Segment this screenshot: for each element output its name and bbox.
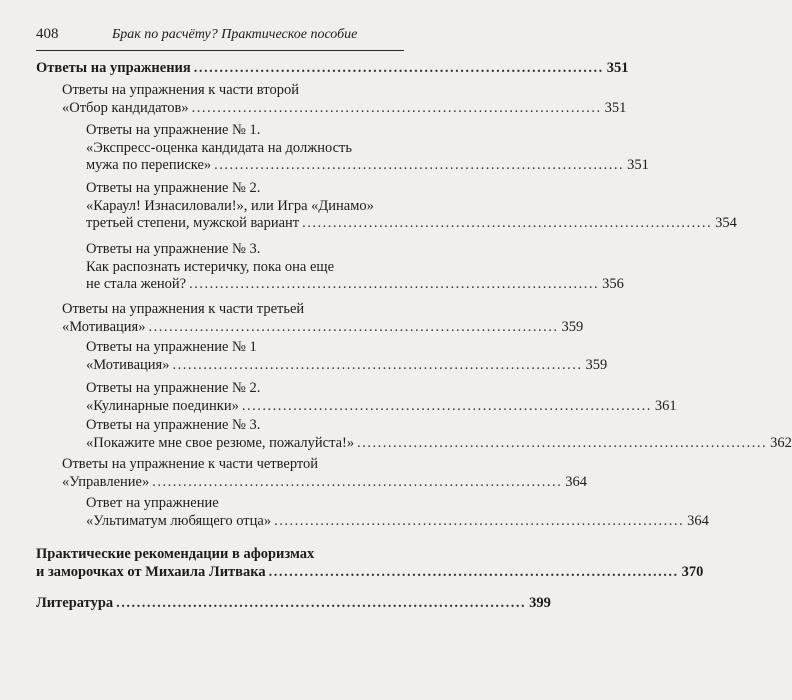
toc-page-number: 351 (606, 60, 629, 76)
toc-entry-title: «Кулинарные поединки» (86, 397, 239, 414)
toc-page-number: 359 (561, 318, 584, 335)
toc-page-number: 351 (627, 157, 649, 173)
toc-page-number: 351 (604, 99, 627, 116)
toc-entry-title: «Ультиматум любящего отца» (86, 512, 272, 529)
page-number: 408 (36, 26, 59, 42)
running-title: Брак по расчёту? Практическое пособие (112, 27, 358, 42)
toc-entry-exercise-1[interactable]: Ответы на упражнение № 1. «Экспресс-оценка кандидата на должность мужа по переписке» ................................................................................ 351 (86, 122, 649, 173)
toc-entry-line: Ответы на упражнения к части третьей (62, 301, 305, 317)
toc-entry-aphorisms[interactable]: Практические рекомендации в афоризмах и заморочках от Михаила Литвака ................................................................................ 370 (36, 546, 704, 580)
toc-page-number: 370 (681, 563, 704, 580)
toc-entry-line: Ответы на упражнение № 3. (86, 417, 261, 433)
toc-entry-literature[interactable]: Литература ................................................................................ 399 (36, 595, 551, 611)
toc-entry-title: и заморочках от Михаила Литвака (36, 563, 266, 580)
toc-entry-line: Как распознать истеричку, пока она еще (86, 258, 335, 275)
toc-entry-answers[interactable]: Ответы на упражнения ................................................................................ 351 (36, 60, 629, 76)
toc-entry-line: Ответы на упражнение к части четвертой (62, 456, 319, 472)
toc-entry-title: мужа по переписке» (86, 157, 212, 173)
toc-entry-line: Ответ на упражнение (86, 495, 219, 511)
toc-entry-title: Ответы на упражнения (36, 60, 191, 76)
toc-page-number: 362 (770, 434, 792, 451)
header-rule (36, 50, 404, 51)
toc-entry-part3[interactable]: Ответы на упражнения к части третьей «Мотивация» ................................................................................ 359 (62, 301, 584, 335)
toc-entry-part4[interactable]: Ответы на упражнение к части четвертой «Управление» ................................................................................ 364 (62, 456, 587, 490)
toc-entry-title: «Покажите мне свое резюме, пожалуйста!» (86, 434, 355, 451)
toc-entry-title: «Отбор кандидатов» (62, 99, 189, 116)
toc-entry-title: не стала женой? (86, 276, 187, 292)
toc-page-number: 356 (602, 276, 624, 292)
toc-page-number: 359 (585, 356, 608, 373)
toc-entry-line: Ответы на упражнение № 2. (86, 380, 261, 396)
toc-entry-ultimatum[interactable]: Ответ на упражнение «Ультиматум любящего отца» ................................................................................ 364 (86, 495, 709, 529)
toc-entry-exercise-3[interactable]: Ответы на упражнение № 3. Как распознать истеричку, пока она еще не стала женой? ................................................................................ 356 (86, 241, 624, 292)
toc-entry-title: Литература (36, 595, 114, 611)
toc-entry-title: «Управление» (62, 473, 150, 490)
toc-entry-exercise-1b[interactable]: Ответы на упражнение № 1 «Мотивация» ................................................................................ 359 (86, 339, 608, 373)
toc-entry-line: Ответы на упражнения к части второй (62, 82, 299, 98)
toc-page-number: 364 (565, 473, 587, 490)
toc-entry-exercise-2[interactable]: Ответы на упражнение № 2. «Караул! Изнасиловали!», или Игра «Динамо» третьей степени, мужской вариант ................................................................................ 354 (86, 180, 737, 231)
toc-entry-title: «Мотивация» (62, 318, 146, 335)
toc-entry-line: «Караул! Изнасиловали!», или Игра «Динамо» (86, 197, 374, 214)
toc-entry-part2[interactable]: Ответы на упражнения к части второй «Отбор кандидатов» ................................................................................ 351 (62, 82, 627, 116)
toc-page-number: 364 (687, 512, 709, 529)
toc-entry-line: Практические рекомендации в афоризмах (36, 546, 315, 562)
toc-entry-line: «Экспресс-оценка кандидата на должность (86, 139, 352, 156)
toc-entry-exercise-3b[interactable]: Ответы на упражнение № 3. «Покажите мне свое резюме, пожалуйста!» ................................................................................ 362 (86, 417, 792, 451)
toc-page-number: 399 (529, 595, 551, 611)
toc-entry-line: Ответы на упражнение № 3. (86, 241, 261, 257)
running-header (36, 26, 404, 48)
toc-page-number: 361 (654, 397, 677, 414)
toc-page-number: 354 (715, 215, 737, 231)
toc-entry-title: третьей степени, мужской вариант (86, 215, 300, 231)
toc-entry-line: Ответы на упражнение № 1 (86, 339, 257, 355)
toc-entry-title: «Мотивация» (86, 356, 170, 373)
toc-entry-line: Ответы на упражнение № 2. (86, 180, 261, 196)
toc-entry-line: Ответы на упражнение № 1. (86, 122, 261, 138)
toc-entry-exercise-2b[interactable]: Ответы на упражнение № 2. «Кулинарные поединки» ................................................................................ 361 (86, 380, 677, 414)
